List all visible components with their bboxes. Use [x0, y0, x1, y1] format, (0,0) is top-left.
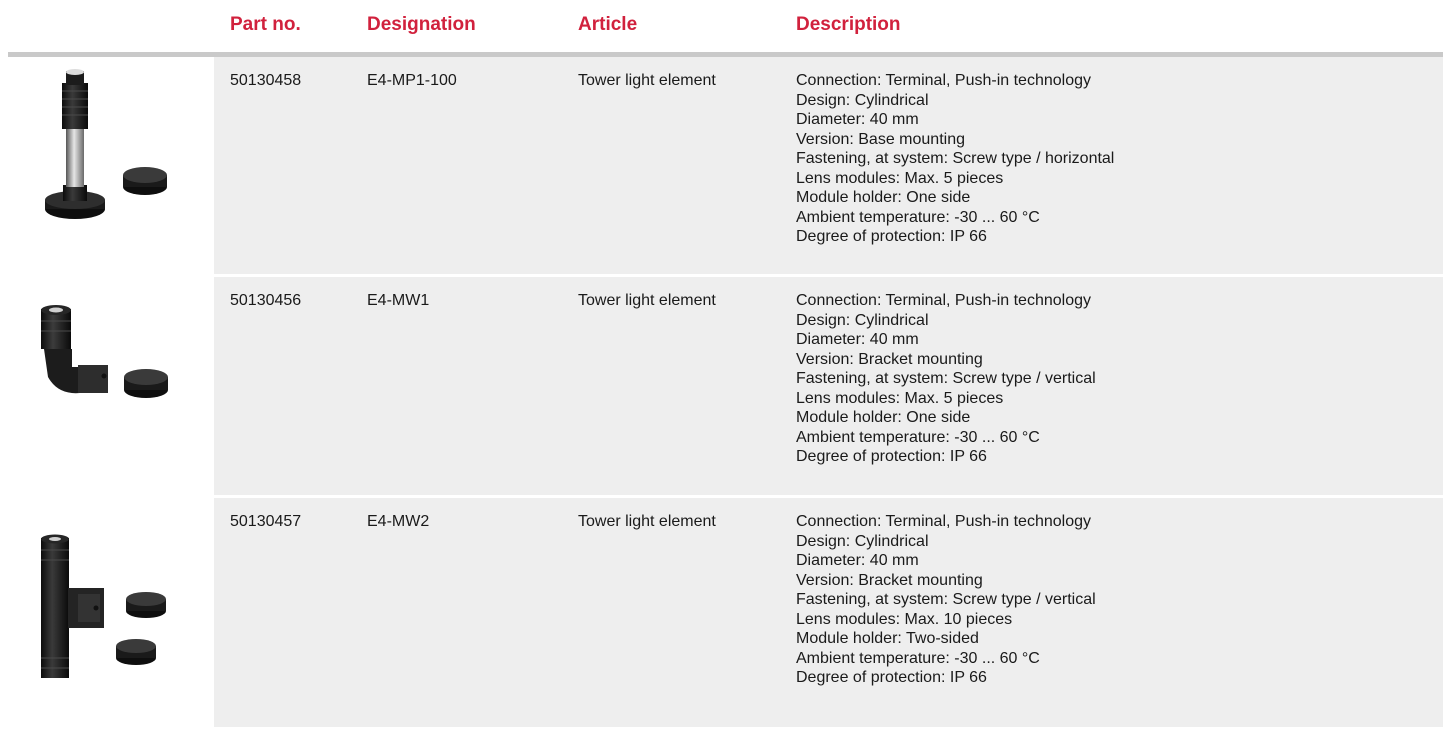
description-line: Module holder: One side — [796, 409, 971, 426]
description-line: Degree of protection: IP 66 — [796, 669, 987, 686]
description-line: Fastening, at system: Screw type / horizontal — [796, 150, 1115, 167]
description-line: Lens modules: Max. 10 pieces — [796, 610, 1013, 628]
part-no-cell: 50130456 — [230, 292, 302, 309]
tower-light-bracket-one-side-image — [8, 277, 208, 495]
description-line: Degree of protection: IP 66 — [796, 448, 987, 465]
designation-cell: E4-MW1 — [367, 292, 430, 309]
description-line: Ambient temperature: -30 ... 60 °C — [796, 208, 1040, 226]
table-row — [0, 57, 1443, 274]
article-cell: Tower light element — [578, 72, 716, 89]
column-header-description: Description — [796, 14, 901, 35]
description-line: Fastening, at system: Screw type / vertical — [796, 370, 1096, 387]
description-line: Design: Cylindrical — [796, 91, 929, 109]
description-line: Degree of protection: IP 66 — [796, 228, 987, 245]
description-line: Design: Cylindrical — [796, 532, 929, 550]
description-cell — [796, 512, 1096, 688]
description-line: Connection: Terminal, Push-in technology — [796, 292, 1091, 309]
description-cell — [796, 291, 1096, 467]
description-line: Module holder: One side — [796, 189, 971, 206]
part-no-cell: 50130458 — [230, 72, 302, 89]
description-line: Ambient temperature: -30 ... 60 °C — [796, 649, 1040, 667]
description-line: Lens modules: Max. 5 pieces — [796, 169, 1004, 187]
tower-light-bracket-two-sided-image — [8, 498, 208, 727]
article-cell: Tower light element — [578, 292, 716, 309]
column-header-article: Article — [578, 14, 638, 35]
description-line: Diameter: 40 mm — [796, 111, 919, 128]
table-row — [0, 277, 1443, 495]
description-line: Fastening, at system: Screw type / vertical — [796, 591, 1096, 608]
description-line: Connection: Terminal, Push-in technology — [796, 513, 1091, 530]
designation-cell: E4-MP1-100 — [367, 72, 457, 89]
description-line: Design: Cylindrical — [796, 311, 929, 329]
description-line: Ambient temperature: -30 ... 60 °C — [796, 428, 1040, 446]
description-cell — [796, 71, 1114, 247]
description-line: Version: Base mounting — [796, 130, 965, 148]
description-line: Diameter: 40 mm — [796, 331, 919, 348]
table-row — [0, 498, 1443, 727]
column-header-designation: Designation — [367, 14, 476, 35]
article-cell: Tower light element — [578, 513, 716, 530]
tower-light-base-mounting-image — [8, 57, 208, 274]
description-line: Version: Bracket mounting — [796, 350, 983, 368]
designation-cell: E4-MW2 — [367, 513, 430, 530]
table-header — [0, 0, 1443, 52]
description-line: Connection: Terminal, Push-in technology — [796, 72, 1091, 89]
part-no-cell: 50130457 — [230, 513, 302, 530]
description-line: Module holder: Two-sided — [796, 630, 979, 647]
column-header-part-no: Part no. — [230, 14, 301, 35]
description-line: Diameter: 40 mm — [796, 552, 919, 569]
description-line: Version: Bracket mounting — [796, 571, 983, 589]
description-line: Lens modules: Max. 5 pieces — [796, 389, 1004, 407]
